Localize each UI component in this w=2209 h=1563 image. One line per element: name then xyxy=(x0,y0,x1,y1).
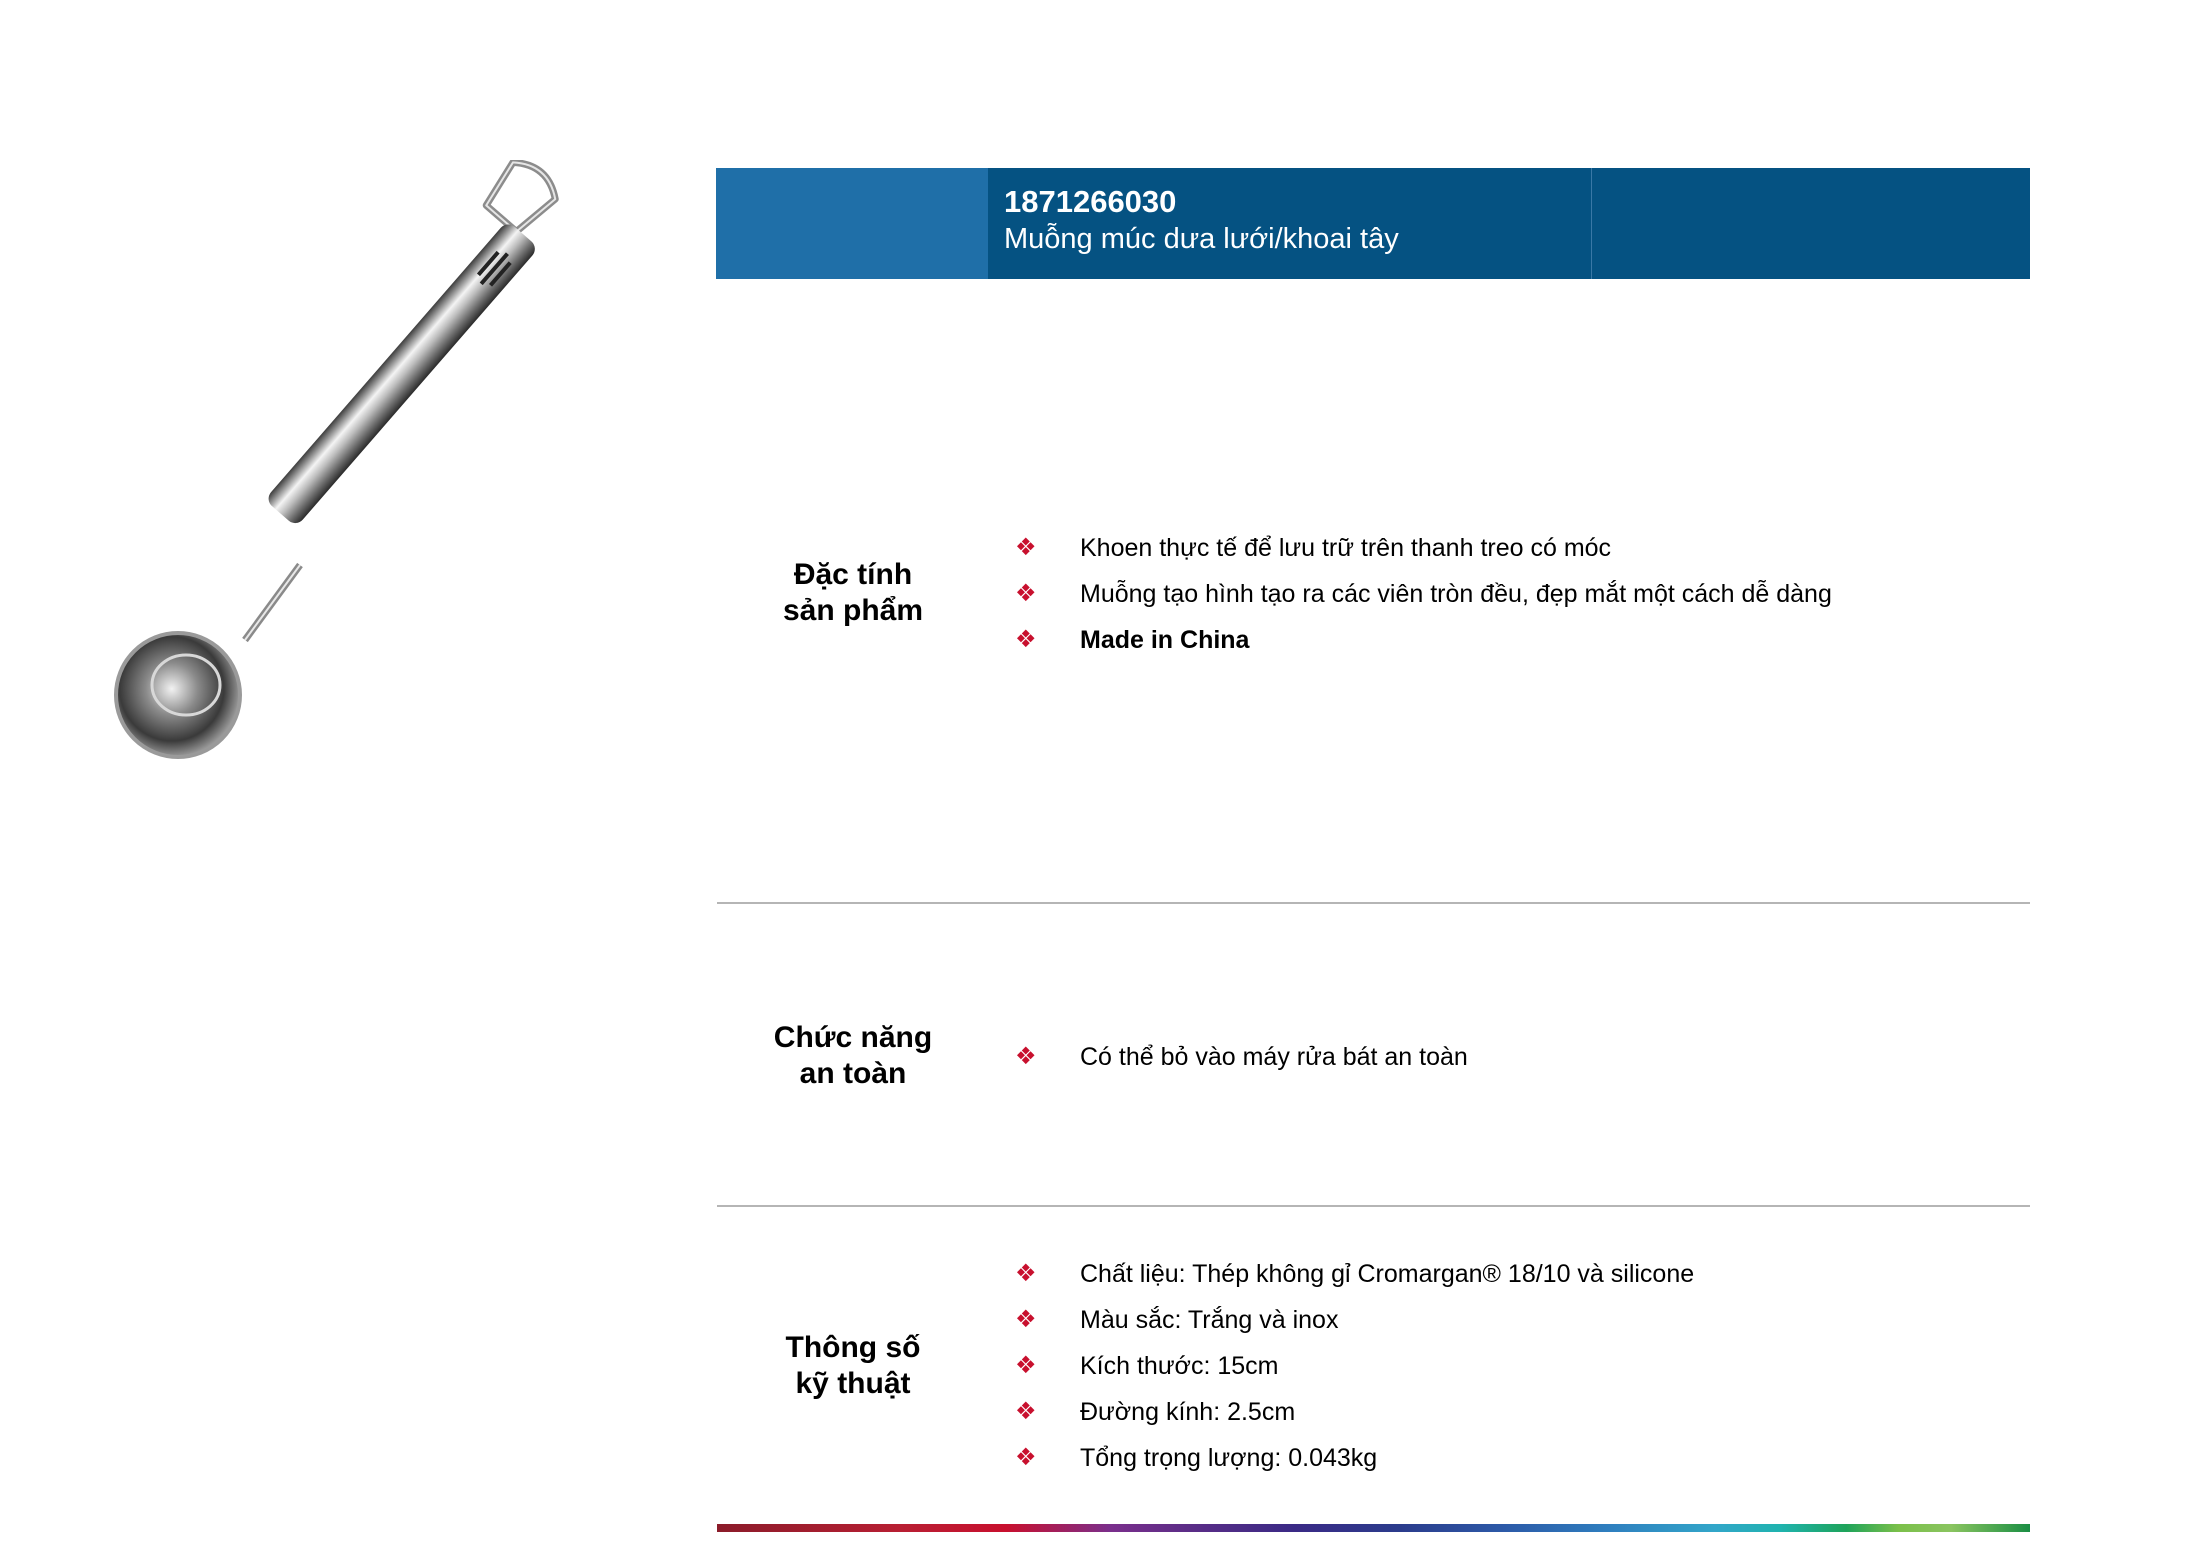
diamond-bullet-icon: ❖ xyxy=(1015,1444,1037,1471)
product-image xyxy=(100,160,660,780)
section-title-safety-functions xyxy=(713,1020,993,1092)
list-item-text: Kích thước: 15cm xyxy=(1080,1352,1279,1380)
diamond-bullet-icon: ❖ xyxy=(1015,1398,1037,1425)
section-title-line2: an toàn xyxy=(799,1057,907,1090)
section-title-line2: sản phẩm xyxy=(782,594,924,627)
diamond-bullet-icon: ❖ xyxy=(1015,626,1037,653)
section-title-product-features xyxy=(713,557,993,629)
section-divider xyxy=(717,1205,2030,1207)
section-divider xyxy=(717,902,2030,904)
diamond-bullet-icon: ❖ xyxy=(1015,580,1037,607)
diamond-bullet-icon: ❖ xyxy=(1015,1306,1037,1333)
section-title-line1: Thông số xyxy=(785,1331,921,1364)
list-item-text: Muỗng tạo hình tạo ra các viên tròn đều, đẹp mắt một cách dễ dàng xyxy=(1080,580,1832,608)
list-item-text: Màu sắc: Trắng và inox xyxy=(1080,1306,1339,1334)
list-item-text: Khoen thực tế để lưu trữ trên thanh treo có móc xyxy=(1080,534,1612,562)
product-name: Muỗng múc dưa lưới/khoai tây xyxy=(1004,223,1399,255)
diamond-bullet-icon: ❖ xyxy=(1015,1352,1037,1379)
product-code: 1871266030 xyxy=(1004,184,1177,219)
diamond-bullet-icon: ❖ xyxy=(1015,1260,1037,1287)
list-item-text: Made in China xyxy=(1080,626,1250,654)
diamond-bullet-icon: ❖ xyxy=(1015,534,1037,561)
list-item-text: Đường kính: 2.5cm xyxy=(1080,1398,1296,1426)
diamond-bullet-icon: ❖ xyxy=(1015,1043,1037,1070)
header-band-left xyxy=(716,168,988,279)
section-title-line1: Chức năng xyxy=(773,1021,933,1054)
section-title-line1: Đặc tính xyxy=(793,558,913,591)
section-title-technical-specs xyxy=(713,1330,993,1402)
list-item-text: Chất liệu: Thép không gỉ Cromargan® 18/10 và silicone xyxy=(1080,1260,1695,1288)
header-band-right xyxy=(1591,168,2030,279)
melon-baller-icon xyxy=(100,160,660,780)
section-title-line2: kỹ thuật xyxy=(795,1367,911,1400)
footer-color-bar xyxy=(717,1524,2030,1532)
header-band-title-cell xyxy=(988,168,1591,279)
header-band xyxy=(716,168,2030,279)
list-item-text: Có thể bỏ vào máy rửa bát an toàn xyxy=(1080,1043,1468,1071)
list-item-text: Tổng trọng lượng: 0.043kg xyxy=(1080,1444,1378,1472)
